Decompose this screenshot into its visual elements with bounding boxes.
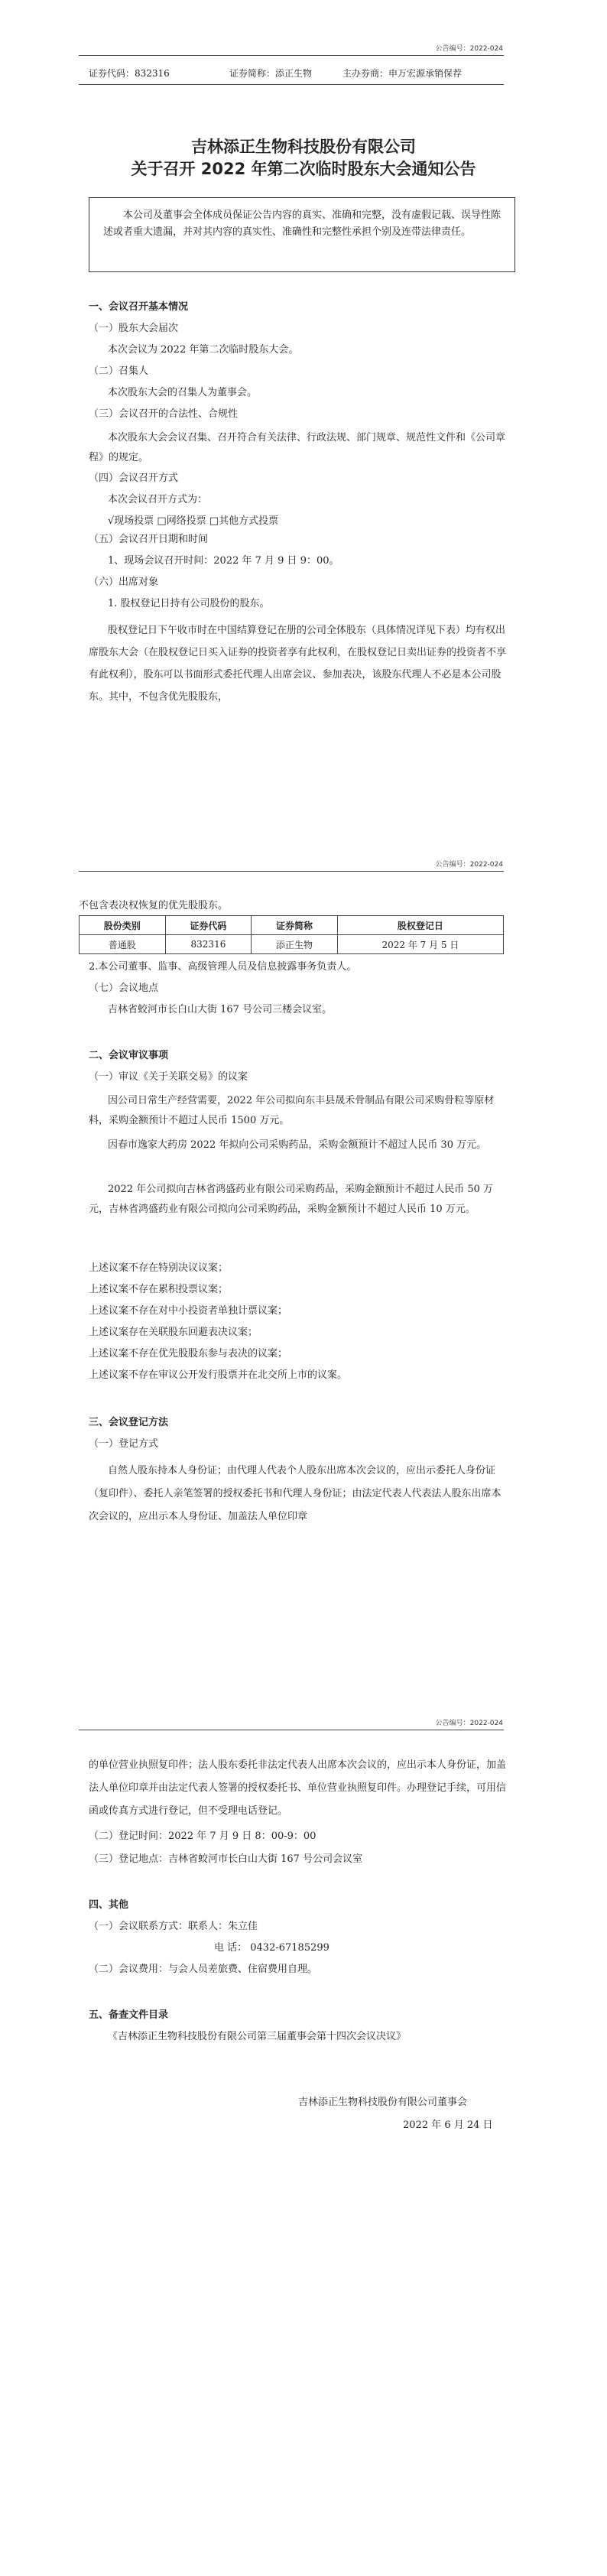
doc-code: 公告编号：2022-024: [435, 1720, 503, 1727]
s3-para-1-cont: 的单位营业执照复印件；法人股东委托非法定代表人出席本次会议的，应出示本人身份证，加盖法人单位印章并由法定代表人签署的授权委托书、单位营业执照复印件。办理登记手续，可用信函或传真方式进行登记，但不受理电话登记。: [89, 1759, 507, 1817]
section-3-heading: 三、会议登记方法: [89, 1417, 169, 1428]
s2-para-1: 因公司日常生产经营需要，2022 年公司拟向东丰县晟禾骨制品有限公司采购骨粒等原材料，采购金额预计不超过人民币 1500 万元。: [89, 1095, 495, 1126]
s1-item-2: （二）召集人: [89, 365, 149, 377]
s2-note: 上述议案不存在优先股股东参与表决的议案；: [89, 1348, 288, 1359]
table-header-cell: 股份类别: [80, 916, 166, 935]
section-5-heading: 五、备查文件目录: [89, 2009, 169, 2021]
header-rule: [79, 55, 504, 56]
table-cell: 2022 年 7 月 5 日: [337, 935, 503, 954]
table-row: [80, 935, 504, 954]
s1-item-3-text: 本次股东大会会议召集、召开符合有关法律、行政法规、部门规章、规范性文件和《公司章程》的规定。: [89, 432, 506, 463]
s2-note: 上述议案不存在累积投票议案；: [89, 1284, 229, 1295]
section-2-heading: 二、会议审议事项: [89, 1050, 169, 1061]
s5-text: 《吉林添正生物科技股份有限公司第三届董事会第十四次会议决议》: [108, 2031, 407, 2042]
header-rule: [79, 871, 504, 872]
page-2: [0, 859, 607, 1717]
s3-item-3: （三）登记地点：吉林省蛟河市长白山大街 167 号公司会议室: [89, 1853, 363, 1865]
signature-date: 2022 年 6 月 24 日: [403, 2120, 493, 2131]
s3-item-1: （一）登记方式: [89, 1438, 159, 1450]
s1-item-2-text: 本次股东大会的召集人为董事会。: [108, 387, 258, 398]
disclaimer-box: [89, 197, 515, 272]
s1-item-6: （六）出席对象: [89, 577, 159, 588]
s3-item-2: （二）登记时间：2022 年 7 月 9 日 8：00-9：00: [89, 1830, 316, 1842]
registration-table: [79, 915, 504, 954]
info-rule: [79, 84, 504, 85]
s1-item-6-1: 1. 股权登记日持有公司股份的股东。: [108, 598, 270, 609]
section-4-heading: 四、其他: [89, 1899, 129, 1911]
table-cell: 添正生物: [252, 935, 338, 954]
table-header-cell: 股权登记日: [337, 916, 503, 935]
table-header-cell: 证券简称: [252, 916, 338, 935]
company-title: 吉林添正生物科技股份有限公司: [191, 138, 416, 156]
signature-company: 吉林添正生物科技股份有限公司董事会: [298, 2097, 468, 2108]
s1-item-3: （三）会议召开的合法性、合规性: [89, 408, 239, 420]
voting-method-options: √现场投票 □网络投票 □其他方式投票: [108, 515, 279, 527]
s1-item-1-text: 本次会议为 2022 年第二次临时股东大会。: [108, 344, 299, 356]
notice-title: 关于召开 2022 年第二次临时股东大会通知公告: [131, 160, 476, 178]
doc-code: 公告编号：2022-024: [435, 861, 503, 869]
table-cell: 普通股: [80, 935, 166, 954]
s1-item-1: （一）股东大会届次: [89, 323, 179, 334]
s4-item-1: （一）会议联系方式：联系人：朱立佳: [89, 1921, 258, 1932]
s1-item-5-text: 1、现场会议召开时间：2022 年 7 月 9 日 9：00。: [108, 555, 339, 567]
s3-para-1: 自然人股东持本人身份证；由代理人代表个人股东出席本次会议的，应出示委托人身份证（复印件）、委托人亲笔签署的授权委托书和代理人身份证；由法定代表人代表法人股东出席本次会议的，应出示本人身份证、加盖法人单位印章: [89, 1465, 502, 1522]
s2-note: 上述议案不存在对中小投资者单独计票议案；: [89, 1305, 288, 1317]
s1-item-6-para: 股权登记日下午收市时在中国结算登记在册的公司全体股东（具体情况详见下表）均有权出席股东大会（在股权登记日买入证券的投资者享有此权利，在股权登记日卖出证券的投资者不享有此权利），股东可以书面形式委托代理人出席会议、参加表决，该股东代理人不必是本公司股东。其中，不包含优先股股东，: [89, 625, 507, 703]
s1-item-7-text: 吉林省蛟河市长白山大街 167 号公司三楼会议室。: [108, 1004, 333, 1015]
table-header-cell: 证券代码: [165, 916, 252, 935]
s2-note: 上述议案不存在审议公开发行股票并在北交所上市的议案。: [89, 1369, 348, 1381]
s2-para-2: 因春市逸家大药房 2022 年拟向公司采购药品，采购金额预计不超过人民币 30 万元。: [108, 1139, 487, 1151]
table-header-row: [80, 916, 504, 935]
securities-code: 证券代码：832316: [89, 68, 170, 79]
table-cell: 832316: [165, 935, 252, 954]
s4-phone: 电 话： 0432-67185299: [214, 1942, 329, 1954]
doc-code: 公告编号：2022-024: [435, 45, 503, 53]
s2-note: 上述议案存在关联股东回避表决议案；: [89, 1327, 258, 1338]
s2-note: 上述议案不存在特别决议议案；: [89, 1262, 229, 1274]
s1-item-7: （七）会议地点: [89, 983, 159, 994]
s1-item-6-2: 2.本公司董事、监事、高级管理人员及信息披露事务负责人。: [89, 961, 357, 973]
section-1-heading: 一、会议召开基本情况: [89, 301, 189, 313]
sponsor-broker: 主办券商：申万宏源承销保荐: [342, 68, 463, 79]
s2-item-1: （一）审议《关于关联交易》的议案: [89, 1071, 248, 1083]
s1-item-4-text: 本次会议召开方式为：: [108, 494, 208, 505]
page-1: [0, 0, 607, 859]
securities-abbr: 证券简称：添正生物: [229, 68, 313, 79]
disclaimer-text: 本公司及董事会全体成员保证公告内容的真实、准确和完整，没有虚假记载、误导性陈述或者重大遗漏，并对其内容的真实性、准确性和完整性承担个别及连带法律责任。: [103, 210, 502, 238]
s1-item-6-cont: 不包含表决权恢复的优先股股东。: [79, 900, 229, 911]
s1-item-5: （五）会议召开日期和时间: [89, 534, 209, 545]
page-3: [0, 1717, 607, 2576]
s2-para-3: 2022 年公司拟向吉林省鸿盛药业有限公司采购药品，采购金额预计不超过人民币 50 万元，吉林省鸿盛药业有限公司拟向公司采购药品，采购金额预计不超过人民币 10 万元。: [89, 1184, 494, 1215]
s4-item-2: （二）会议费用：与会人员差旅费、住宿费用自理。: [89, 1964, 318, 1975]
s1-item-4: （四）会议召开方式: [89, 473, 179, 484]
